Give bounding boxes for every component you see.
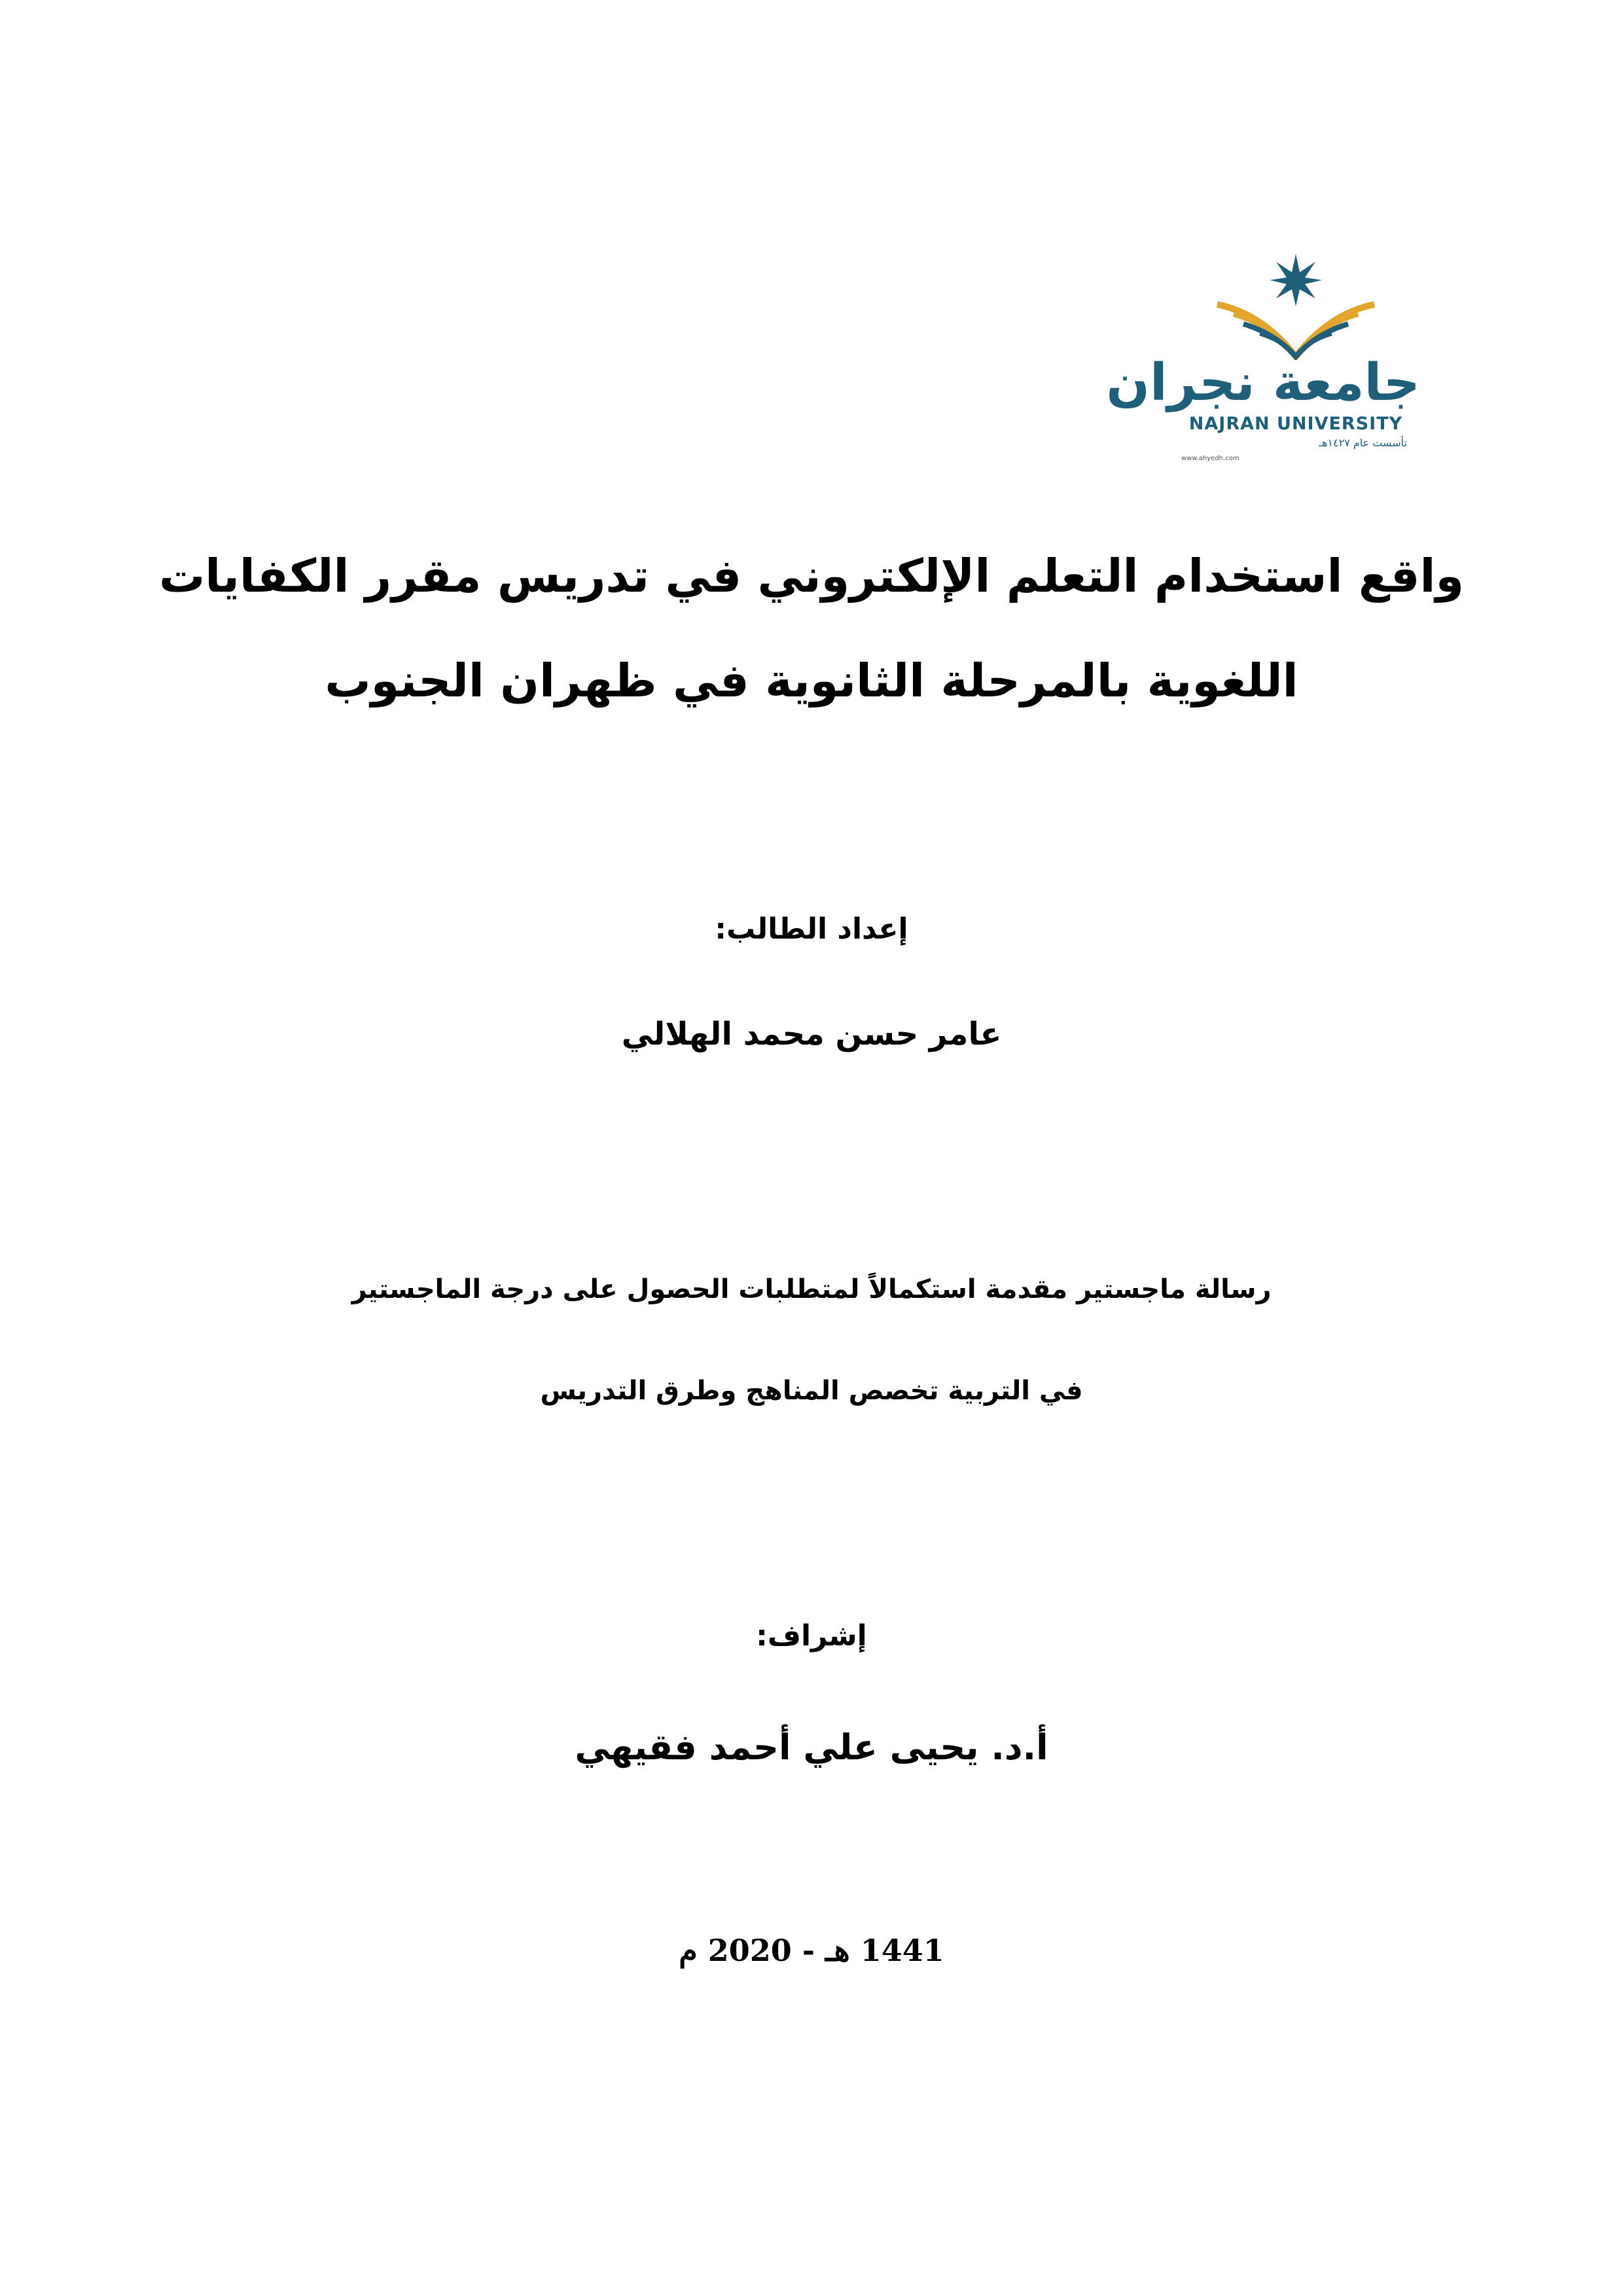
logo-arabic-name: جامعة نجران: [1106, 353, 1420, 412]
supervisor-name: أ.د. يحيى علي أحمد فقيهي: [575, 1727, 1048, 1768]
supervision-label: إشراف:: [756, 1619, 867, 1653]
thesis-title-line-1: واقع استخدام التعلم الإلكتروني في تدريس مقرر الكفايات: [158, 549, 1465, 603]
university-logo: [1106, 242, 1420, 465]
student-name: عامر حسن محمد الهلالي: [621, 1016, 1002, 1052]
prepared-by-label: إعداد الطالب:: [715, 912, 908, 946]
logo-url: www.ahyedh.com: [1181, 455, 1240, 462]
thesis-title-line-2: اللغوية بالمرحلة الثانوية في ظهران الجنوب: [325, 654, 1298, 708]
date-line: 1441 هـ - 2020 م: [679, 1933, 944, 1968]
logo-established: تأسست عام ١٤٢٧هـ: [1319, 437, 1407, 449]
logo-english-name: NAJRAN UNIVERSITY: [1188, 414, 1403, 434]
thesis-statement-line-2: في التربية تخصص المناهج وطرق التدريس: [540, 1376, 1083, 1406]
star-wings-logo-icon: [1171, 242, 1420, 360]
thesis-statement-line-1: رسالة ماجستير مقدمة استكمالاً لمتطلبات الحصول على درجة الماجستير: [351, 1274, 1272, 1304]
